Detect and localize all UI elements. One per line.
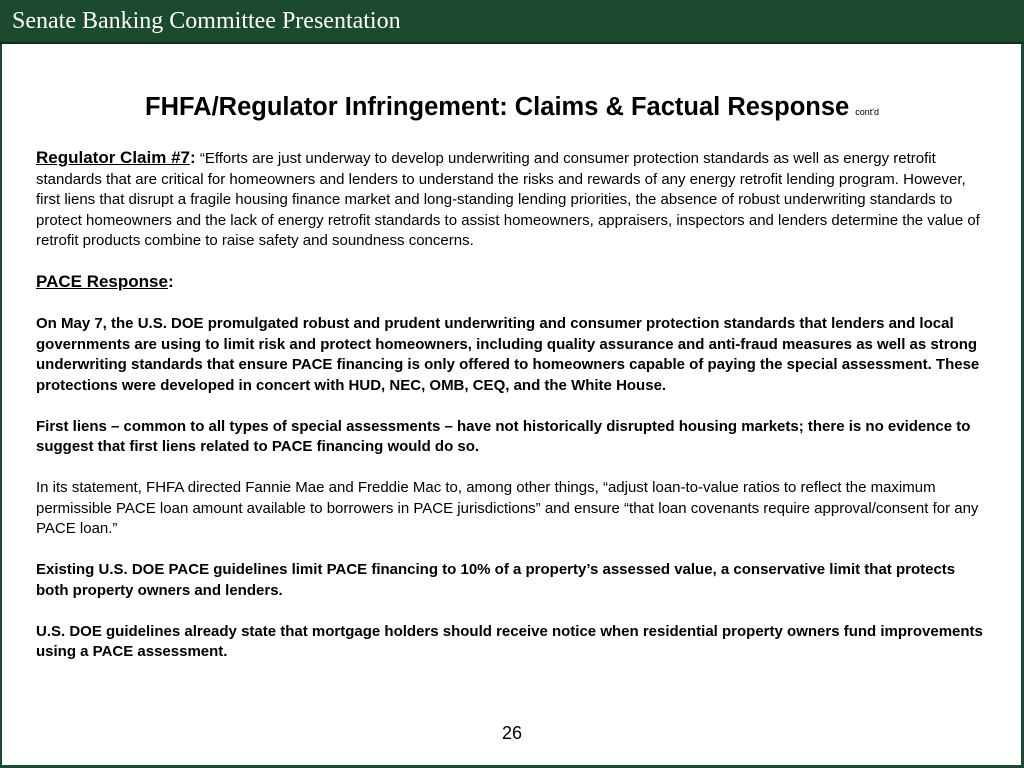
claim-colon: :: [190, 148, 196, 167]
claim-paragraph: [36, 148, 991, 252]
presentation-title: Senate Banking Committee Presentation: [12, 8, 401, 34]
header-bar: [0, 0, 1024, 44]
slide-title-text: FHFA/Regulator Infringement: Claims & Factual Response: [145, 93, 850, 121]
response-colon: :: [167, 272, 174, 291]
page-number: 26: [501, 723, 523, 743]
response-paragraph: On May 7, the U.S. DOE promulgated robust and prudent underwriting and consumer protection standards that lenders and local governments are using to limit risk and protect homeowners, including quality assurance and anti-fraud measures as well as strong underwriting standards that ensure PACE financing is only offered to homeowners capable of paying the special assessment. These protections were developed in concert with HUD, NEC, OMB, CEQ, and the White House.: [36, 315, 980, 394]
claim-text: “Efforts are just underway to develop underwriting and consumer protection standards as well as energy retrofit standards that are critical for homeowners and lenders to understand the risks and rewards of any energy retrofit lending program. However, first liens that disrupt a fragile housing finance market and long-standing lending priorities, the absence of robust underwriting standards to protect homeowners and the lack of energy retrofit standards to assist homeowners, appraisers, inspectors and lenders determine the value of retrofit products combine to raise safety and soundness concerns.: [36, 150, 980, 249]
slide-content: [36, 148, 991, 663]
slide-title: [0, 91, 1024, 128]
response-paragraph: Existing U.S. DOE PACE guidelines limit PACE financing to 10% of a property’s assessed value, a conservative limit that protects both property owners and lenders.: [36, 561, 956, 599]
slide-title-suffix: cont'd: [855, 107, 879, 117]
response-heading: [36, 272, 991, 294]
response-paragraph: U.S. DOE guidelines already state that mortgage holders should receive notice when residential property owners fund improvements using a PACE assessment.: [36, 622, 983, 660]
response-paragraph: First liens – common to all types of special assessments – have not historically disrupted housing markets; there is no evidence to suggest that first liens related to PACE financing would do so.: [36, 417, 971, 455]
response-label: PACE Response: [36, 272, 168, 291]
response-paragraph: In its statement, FHFA directed Fannie Mae and Freddie Mac to, among other things, “adjust loan-to-value ratios to reflect the maximum permissible PACE loan amount available to borrowers in PACE jurisdictions” and ensure “that loan covenants require approval/consent for any PACE loan.”: [36, 479, 979, 537]
claim-label: Regulator Claim #7: [36, 148, 190, 167]
